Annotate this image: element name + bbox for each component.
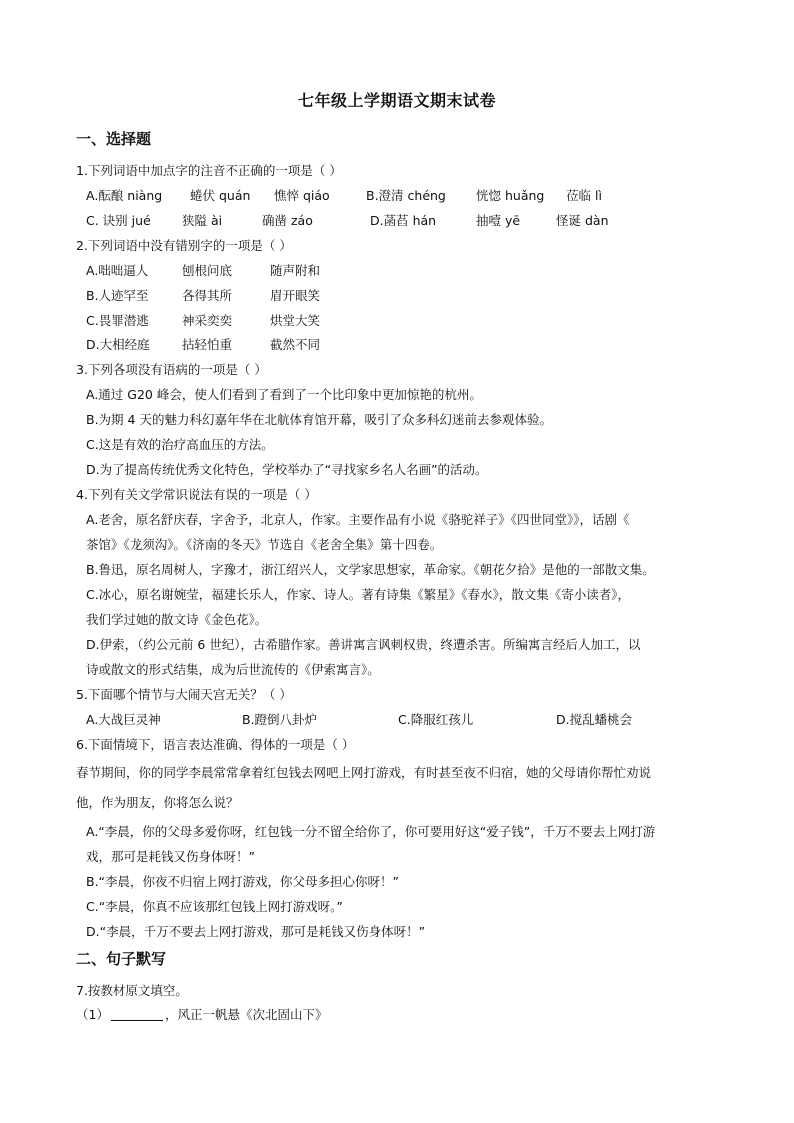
question-3-stem: 3.下列各项没有语病的一项是（ ） (76, 362, 267, 377)
q4-option-d-line2: 诗或散文的形式结集，成为后世流传的《伊索寓言》。 (86, 662, 380, 677)
q4-option-d-line1: D.伊索，（约公元前 6 世纪），古希腊作家。善讲寓言讽刺权贵，终遭杀害。所编寓言经后人加工，以 (86, 637, 641, 652)
q1-option-b-word3: 莅临 lì (566, 188, 602, 203)
question-6-stem: 6.下面情境下，语言表达准确、得体的一项是（ ） (76, 737, 355, 752)
q4-option-b: B.鲁迅，原名周树人，字豫才，浙江绍兴人，文学家思想家，革命家。《朝花夕拾》是他的一部散文集。 (86, 562, 655, 577)
q2-option-b: B.人迹罕至 (86, 288, 149, 303)
q7-item-1-answer-blank[interactable] (111, 1007, 163, 1021)
question-1-stem: 1.下列词语中加点字的注音不正确的一项是（ ） (76, 163, 342, 178)
q2-option-d-word2: 拈轻怕重 (182, 337, 233, 352)
q3-option-c: C.这是有效的治疗高血压的方法。 (86, 437, 274, 452)
q5-option-d: D.搅乱蟠桃会 (556, 712, 633, 727)
q7-item-1 (76, 1006, 327, 1024)
q5-option-b: B.蹬倒八卦炉 (242, 712, 318, 727)
q3-option-a: A.通过 G20 峰会，使人们看到了看到了一个比印象中更加惊艳的杭州。 (86, 387, 482, 402)
q1-option-c: C. 诀别 jué (86, 213, 151, 228)
q1-option-a-word3: 憔悴 qiáo (274, 188, 330, 203)
q5-option-c: C.降服红孩儿 (398, 712, 474, 727)
q5-option-a: A.大战巨灵神 (86, 712, 161, 727)
q6-option-b: B.“李晨，你夜不归宿上网打游戏，你父母多担心你呀！” (86, 874, 400, 889)
q6-prompt-line2: 他，作为朋友，你将怎么说？ (76, 795, 239, 810)
q6-option-a-line1: A.“李晨，你的父母多爱你呀，红包钱一分不留全给你了，你可要用好这“爱子钱”，千万不要去上网打游 (86, 824, 656, 839)
section-heading-choice: 一、选择题 (76, 130, 152, 148)
q2-option-a-word2: 刨根问底 (182, 263, 233, 278)
question-2-stem: 2.下列词语中没有错别字的一项是（ ） (76, 238, 292, 253)
question-5-stem: 5.下面哪个情节与大闹天宫无关？（ ） (76, 687, 292, 702)
q1-option-c-word2: 狭隘 ài (182, 213, 223, 228)
question-7-stem: 7.按教材原文填空。 (76, 983, 188, 998)
section-heading-dictation: 二、句子默写 (76, 950, 167, 968)
q1-option-d-word2: 抽噎 yē (476, 213, 521, 228)
q1-option-d-word3: 怪诞 dàn (556, 213, 609, 228)
q2-option-d: D.大相经庭 (86, 337, 150, 352)
q2-option-a: A.咄咄逼人 (86, 263, 149, 278)
q6-option-d: D.“李晨，千万不要去上网打游戏，那可是耗钱又伤身体呀！” (86, 924, 426, 939)
q6-prompt-line1: 春节期间，你的同学李晨常常拿着红包钱去网吧上网打游戏，有时甚至夜不归宿，她的父母请你帮忙劝说 (76, 765, 652, 780)
q2-option-c-word3: 烘堂大笑 (270, 313, 321, 328)
q1-option-a: A.酝酿 niàng (86, 188, 163, 203)
q2-option-a-word3: 随声附和 (270, 263, 321, 278)
q1-option-a-word2: 蜷伏 quán (190, 188, 251, 203)
q2-option-b-word2: 各得其所 (182, 288, 233, 303)
q4-option-c-line1: C.冰心，原名谢婉莹，福建长乐人，作家、诗人。著有诗集《繁星》《春水》，散文集《寄小读者》， (86, 587, 630, 602)
q1-option-c-word3: 确凿 záo (262, 213, 313, 228)
q1-option-b-word2: 恍惚 huǎng (476, 188, 545, 203)
q7-item-1-number: （1） (76, 1007, 109, 1022)
q4-option-a-line1: A.老舍，原名舒庆春，字舍予，北京人，作家。主要作品有小说《骆驼祥子》《四世同堂》》，话剧《 (86, 512, 630, 527)
q3-option-b: B.为期 4 天的魅力科幻嘉年华在北航体育馆开幕，吸引了众多科幻迷前去参观体验。 (86, 412, 552, 427)
question-4-stem: 4.下列有关文学常识说法有误的一项是（ ） (76, 487, 317, 502)
q6-option-c: C.“李晨，你真不应该那红包钱上网打游戏呀。” (86, 899, 343, 914)
q1-option-b: B.澄清 chéng (366, 188, 446, 203)
q1-option-d: D.菡萏 hán (370, 213, 437, 228)
q7-item-1-text: ，风正一帆悬《次北固山下》 (164, 1007, 328, 1022)
q4-option-a-line2: 茶馆》《龙须沟》。《济南的冬天》节选自《老舍全集》第十四卷。 (86, 537, 443, 552)
q2-option-c: C.畏罪潜逃 (86, 313, 149, 328)
q3-option-d: D.为了提高传统优秀文化特色，学校举办了“寻找家乡名人名画”的活动。 (86, 462, 488, 477)
q4-option-c-line2: 我们学过她的散文诗《金色花》。 (86, 612, 268, 627)
q2-option-d-word3: 截然不同 (270, 337, 321, 352)
q6-option-a-line2: 戏，那可是耗钱又伤身体呀！” (86, 849, 255, 864)
q2-option-b-word3: 眉开眼笑 (270, 288, 321, 303)
page-title: 七年级上学期语文期末试卷 (297, 91, 496, 110)
q2-option-c-word2: 神采奕奕 (182, 313, 233, 328)
